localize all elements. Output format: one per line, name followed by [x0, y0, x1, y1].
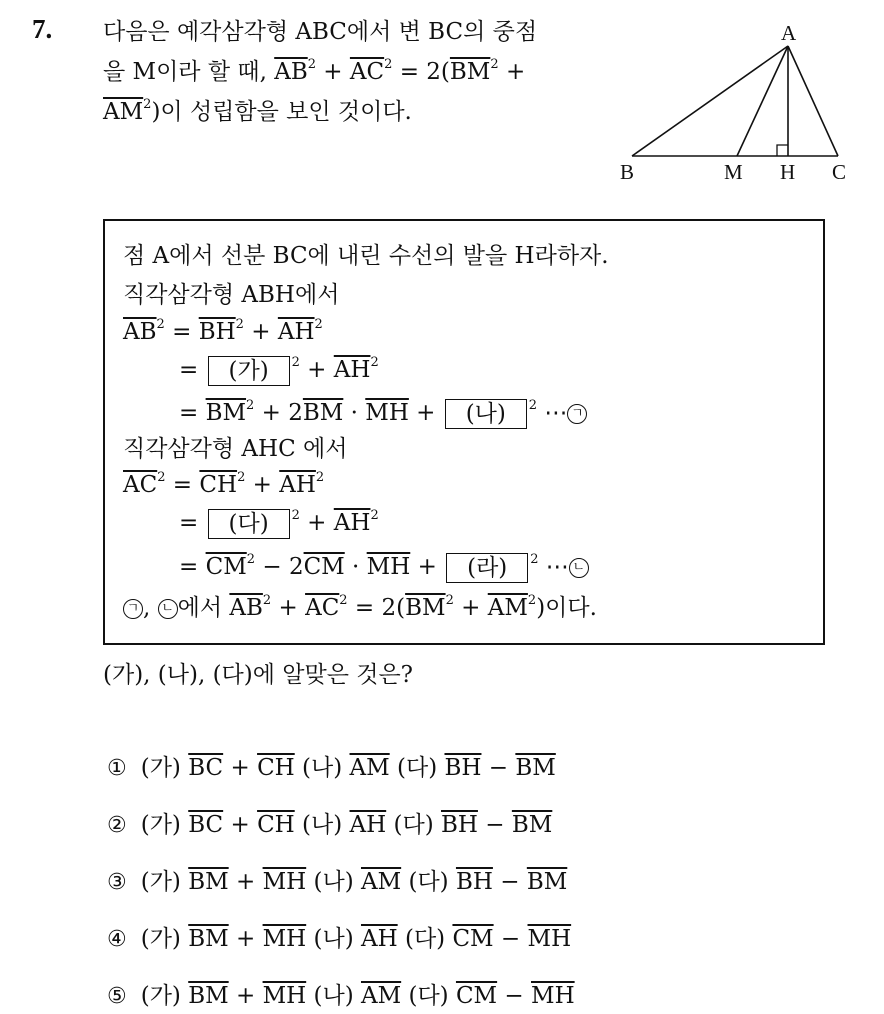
proof-line-9: = $\overline{CM}^2 - 2\overline{CM} \cdot \overline{MH}$ + (라) $^2$ ⋯ ㄴ	[179, 552, 589, 583]
proof-box	[103, 219, 825, 645]
proof-line-3: $\overline{AB}^2 = \overline{BH}^2 + \overline{AH}^2$	[123, 317, 323, 345]
right-angle-mark	[777, 145, 788, 156]
proof-line-4: = (가) $^2 + \overline{AH}^2$	[179, 355, 379, 384]
stem-line-2: 을 M이라 할 때, $\overline{AB}^2 + \overline{AC}^2 = 2(\overline{BM}^2$ +	[103, 57, 526, 85]
proof-line-6: 직각삼각형 AHC 에서	[123, 436, 348, 462]
proof-line-7: $\overline{AC}^2 = \overline{CH}^2 + \overline{AH}^2$	[123, 470, 325, 498]
question-stem	[103, 12, 603, 132]
proof-line-5: = $\overline{BM}^2 + 2\overline{BM} \cdot \overline{MH}$ + (나) $^2$ ⋯ ㄱ	[179, 398, 587, 429]
choice-2[interactable]: ② (가) $\overline{BC} + \overline{CH}$ (나) $\overline{AH}$ (다) $\overline{BH} - \overline{BM}$	[107, 812, 553, 838]
blank-da: (다)	[208, 509, 290, 539]
choice-4[interactable]: ④ (가) $\overline{BM} + \overline{MH}$ (나) $\overline{AH}$ (다) $\overline{CM} - \overline{MH}$	[107, 926, 572, 952]
label-c: C	[832, 160, 847, 184]
choice-5[interactable]: ⑤ (가) $\overline{BM} + \overline{MH}$ (나) $\overline{AM}$ (다) $\overline{CM} - \overline{MH}$	[107, 983, 575, 1009]
label-b: B	[620, 160, 635, 184]
proof-line-1: 점 A에서 선분 BC에 내린 수선의 발을 H라하자.	[123, 243, 609, 269]
side-ab	[632, 46, 788, 156]
label-m: M	[724, 160, 743, 184]
circle-mark-2-ref: ㄴ	[158, 599, 178, 619]
stem-line-3: $\overline{AM}^2$)이 성립함을 보인 것이다.	[103, 97, 412, 125]
label-a: A	[781, 21, 797, 45]
stem-line-1: 다음은 예각삼각형 ABC에서 변 BC의 중점	[103, 19, 538, 45]
circle-mark-2: ㄴ	[569, 558, 589, 578]
question-prompt: (가), (나), (다)에 알맞은 것은?	[103, 662, 413, 688]
circle-mark-1: ㄱ	[567, 404, 587, 424]
blank-na: (나)	[445, 399, 527, 429]
choice-3[interactable]: ③ (가) $\overline{BM} + \overline{MH}$ (나) $\overline{AM}$ (다) $\overline{BH} - \overline{BM}$	[107, 869, 568, 895]
blank-ra: (라)	[446, 553, 528, 583]
label-h: H	[780, 160, 796, 184]
circle-mark-1-ref: ㄱ	[123, 599, 143, 619]
blank-ga: (가)	[208, 356, 290, 386]
median-am	[737, 46, 788, 156]
proof-line-2: 직각삼각형 ABH에서	[123, 282, 340, 308]
proof-line-10: ㄱ , ㄴ 에서 $\overline{AB}^2 + \overline{AC}^2 = 2(\overline{BM}^2 + \overline{AM}^2)$이다.	[123, 593, 597, 623]
question-number: 7.	[32, 14, 53, 44]
choice-1[interactable]: ① (가) $\overline{BC} + \overline{CH}$ (나) $\overline{AM}$ (다) $\overline{BH} - \overline{BM}$	[107, 755, 556, 781]
side-ac	[788, 46, 838, 156]
triangle-figure	[612, 18, 862, 188]
proof-line-8: = (다) $^2 + \overline{AH}^2$	[179, 508, 379, 537]
